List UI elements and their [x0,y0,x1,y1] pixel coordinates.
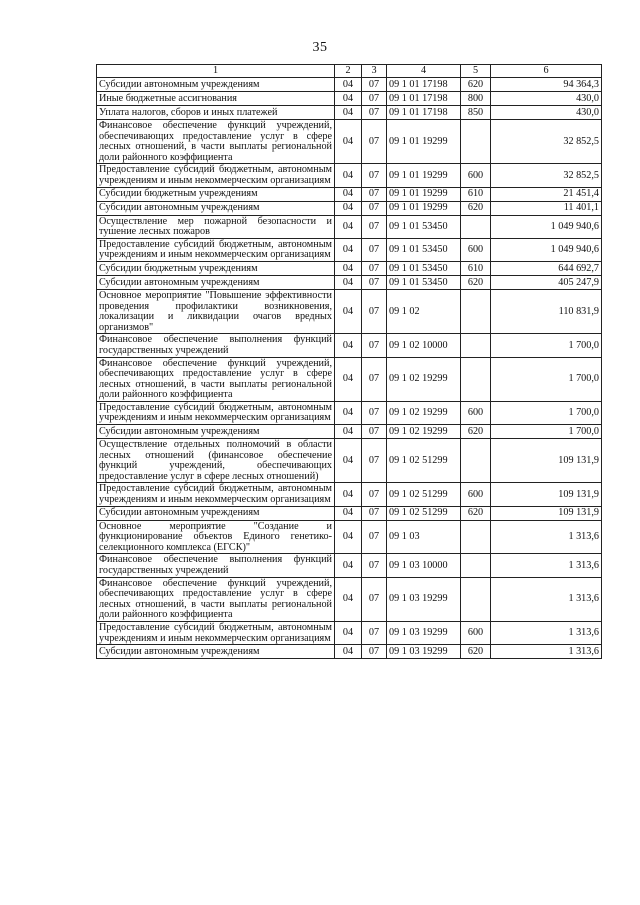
row-section-cell: 04 [335,275,362,289]
row-subsection-cell: 07 [362,645,387,659]
table-row [97,78,602,92]
row-section-cell: 04 [335,164,362,187]
row-amount-cell: 405 247,9 [491,275,602,289]
table-row [97,334,602,357]
budget-table [96,64,602,659]
row-expense-type-cell [461,554,491,577]
row-section-cell: 04 [335,401,362,424]
row-section-cell: 04 [335,621,362,644]
row-name-cell: Финансовое обеспечение функций учреждений, обеспечивающих предоставление услуг в сфере лесных отношений, в части выплаты региональной доли районного коэффициента [97,120,335,164]
row-amount-cell: 21 451,4 [491,187,602,201]
row-expense-type-cell [461,520,491,554]
row-section-cell: 04 [335,577,362,621]
row-target-article-cell: 09 1 03 19299 [387,621,461,644]
table-row [97,238,602,261]
row-amount-cell: 32 852,5 [491,164,602,187]
row-section-cell: 04 [335,261,362,275]
row-section-cell: 04 [335,554,362,577]
row-subsection-cell: 07 [362,425,387,439]
row-amount-cell: 1 313,6 [491,554,602,577]
row-section-cell: 04 [335,92,362,106]
row-section-cell: 04 [335,201,362,215]
table-row [97,554,602,577]
budget-table-body [97,65,602,659]
row-name-cell: Предоставление субсидий бюджетным, автономным учреждениям и иным некоммерческим организациям [97,238,335,261]
page-number: 35 [312,40,328,55]
row-section-cell: 04 [335,425,362,439]
row-name-cell: Уплата налогов, сборов и иных платежей [97,106,335,120]
row-subsection-cell: 07 [362,621,387,644]
row-expense-type-cell: 610 [461,261,491,275]
row-name-cell: Основное мероприятие "Повышение эффективности проведения профилактики возникновения, локализации и ликвидации очагов вредных организмов" [97,289,335,333]
header-cell-sum: 6 [491,65,602,78]
table-row [97,201,602,215]
row-section-cell: 04 [335,106,362,120]
row-subsection-cell: 07 [362,401,387,424]
row-name-cell: Субсидии автономным учреждениям [97,201,335,215]
table-row [97,621,602,644]
row-expense-type-cell: 600 [461,238,491,261]
row-expense-type-cell: 800 [461,92,491,106]
row-target-article-cell: 09 1 02 19299 [387,425,461,439]
row-section-cell: 04 [335,483,362,506]
row-expense-type-cell: 620 [461,78,491,92]
row-subsection-cell: 07 [362,554,387,577]
row-section-cell: 04 [335,645,362,659]
table-row [97,289,602,333]
row-name-cell: Основное мероприятие "Создание и функционирование объектов Единого генетико-селекционного комплекса (ЕГСК)" [97,520,335,554]
row-subsection-cell: 07 [362,238,387,261]
row-name-cell: Осуществление мер пожарной безопасности и тушение лесных пожаров [97,215,335,238]
row-expense-type-cell: 620 [461,425,491,439]
row-name-cell: Финансовое обеспечение функций учреждений, обеспечивающих предоставление услуг в сфере лесных отношений, в части выплаты региональной доли районного коэффициента [97,357,335,401]
row-subsection-cell: 07 [362,106,387,120]
row-subsection-cell: 07 [362,187,387,201]
row-subsection-cell: 07 [362,164,387,187]
table-row [97,401,602,424]
table-row [97,439,602,483]
row-subsection-cell: 07 [362,92,387,106]
row-target-article-cell: 09 1 01 53450 [387,275,461,289]
row-name-cell: Финансовое обеспечение функций учреждений, обеспечивающих предоставление услуг в сфере лесных отношений, в части выплаты региональной доли районного коэффициента [97,577,335,621]
row-expense-type-cell: 850 [461,106,491,120]
table-row [97,215,602,238]
row-target-article-cell: 09 1 02 51299 [387,439,461,483]
row-target-article-cell: 09 1 03 19299 [387,577,461,621]
row-amount-cell: 1 313,6 [491,577,602,621]
row-target-article-cell: 09 1 01 53450 [387,261,461,275]
row-amount-cell: 430,0 [491,92,602,106]
row-name-cell: Иные бюджетные ассигнования [97,92,335,106]
row-name-cell: Субсидии автономным учреждениям [97,275,335,289]
row-subsection-cell: 07 [362,78,387,92]
row-subsection-cell: 07 [362,483,387,506]
row-amount-cell: 1 049 940,6 [491,238,602,261]
row-target-article-cell: 09 1 02 [387,289,461,333]
row-target-article-cell: 09 1 03 [387,520,461,554]
row-subsection-cell: 07 [362,357,387,401]
row-subsection-cell: 07 [362,577,387,621]
row-subsection-cell: 07 [362,275,387,289]
table-row [97,425,602,439]
row-name-cell: Субсидии автономным учреждениям [97,78,335,92]
table-header-row [97,65,602,78]
header-cell-rz: 2 [335,65,362,78]
row-subsection-cell: 07 [362,334,387,357]
header-cell-name: 1 [97,65,335,78]
row-target-article-cell: 09 1 01 19299 [387,164,461,187]
table-row [97,92,602,106]
row-amount-cell: 1 700,0 [491,425,602,439]
table-row [97,645,602,659]
row-subsection-cell: 07 [362,215,387,238]
table-row [97,520,602,554]
row-amount-cell: 110 831,9 [491,289,602,333]
row-target-article-cell: 09 1 02 51299 [387,506,461,520]
table-row [97,106,602,120]
row-target-article-cell: 09 1 01 19299 [387,120,461,164]
row-name-cell: Субсидии автономным учреждениям [97,425,335,439]
row-subsection-cell: 07 [362,120,387,164]
row-amount-cell: 109 131,9 [491,439,602,483]
row-name-cell: Субсидии автономным учреждениям [97,645,335,659]
row-name-cell: Субсидии бюджетным учреждениям [97,261,335,275]
row-name-cell: Финансовое обеспечение выполнения функций государственных учреждений [97,554,335,577]
table-row [97,187,602,201]
row-amount-cell: 1 700,0 [491,401,602,424]
row-expense-type-cell [461,215,491,238]
row-target-article-cell: 09 1 02 19299 [387,401,461,424]
row-expense-type-cell [461,120,491,164]
row-name-cell: Осуществление отдельных полномочий в области лесных отношений (финансовое обеспечение функций учреждений, обеспечивающих предоставление услуг в сфере лесных отношений) [97,439,335,483]
row-target-article-cell: 09 1 02 19299 [387,357,461,401]
row-name-cell: Финансовое обеспечение выполнения функций государственных учреждений [97,334,335,357]
row-target-article-cell: 09 1 02 51299 [387,483,461,506]
row-subsection-cell: 07 [362,261,387,275]
row-name-cell: Субсидии автономным учреждениям [97,506,335,520]
row-section-cell: 04 [335,187,362,201]
row-target-article-cell: 09 1 01 53450 [387,238,461,261]
row-amount-cell: 94 364,3 [491,78,602,92]
row-subsection-cell: 07 [362,506,387,520]
row-amount-cell: 109 131,9 [491,506,602,520]
row-amount-cell: 1 700,0 [491,357,602,401]
row-amount-cell: 644 692,7 [491,261,602,275]
header-cell-pr: 3 [362,65,387,78]
row-amount-cell: 1 313,6 [491,621,602,644]
row-expense-type-cell: 620 [461,201,491,215]
row-target-article-cell: 09 1 01 17198 [387,78,461,92]
row-target-article-cell: 09 1 01 17198 [387,92,461,106]
row-expense-type-cell: 620 [461,275,491,289]
row-subsection-cell: 07 [362,201,387,215]
header-cell-vr: 5 [461,65,491,78]
row-amount-cell: 11 401,1 [491,201,602,215]
table-row [97,483,602,506]
row-section-cell: 04 [335,439,362,483]
row-target-article-cell: 09 1 01 53450 [387,215,461,238]
row-expense-type-cell: 600 [461,621,491,644]
row-expense-type-cell [461,439,491,483]
row-target-article-cell: 09 1 01 17198 [387,106,461,120]
table-row [97,275,602,289]
row-section-cell: 04 [335,238,362,261]
table-row [97,506,602,520]
row-expense-type-cell [461,577,491,621]
row-subsection-cell: 07 [362,289,387,333]
table-row [97,164,602,187]
row-name-cell: Предоставление субсидий бюджетным, автономным учреждениям и иным некоммерческим организациям [97,483,335,506]
row-target-article-cell: 09 1 02 10000 [387,334,461,357]
row-amount-cell: 1 313,6 [491,520,602,554]
row-amount-cell: 430,0 [491,106,602,120]
row-subsection-cell: 07 [362,439,387,483]
row-expense-type-cell: 600 [461,401,491,424]
row-section-cell: 04 [335,215,362,238]
row-expense-type-cell: 610 [461,187,491,201]
row-subsection-cell: 07 [362,520,387,554]
row-section-cell: 04 [335,520,362,554]
row-expense-type-cell: 620 [461,506,491,520]
row-expense-type-cell: 620 [461,645,491,659]
row-amount-cell: 32 852,5 [491,120,602,164]
row-amount-cell: 1 700,0 [491,334,602,357]
row-expense-type-cell: 600 [461,164,491,187]
row-section-cell: 04 [335,357,362,401]
row-section-cell: 04 [335,334,362,357]
row-target-article-cell: 09 1 03 10000 [387,554,461,577]
row-section-cell: 04 [335,120,362,164]
table-row [97,577,602,621]
row-expense-type-cell [461,334,491,357]
row-section-cell: 04 [335,506,362,520]
table-row [97,357,602,401]
header-cell-csr: 4 [387,65,461,78]
row-amount-cell: 109 131,9 [491,483,602,506]
row-amount-cell: 1 049 940,6 [491,215,602,238]
table-row [97,120,602,164]
row-name-cell: Предоставление субсидий бюджетным, автономным учреждениям и иным некоммерческим организациям [97,621,335,644]
row-name-cell: Субсидии бюджетным учреждениям [97,187,335,201]
table-row [97,261,602,275]
row-target-article-cell: 09 1 03 19299 [387,645,461,659]
row-expense-type-cell [461,357,491,401]
row-expense-type-cell [461,289,491,333]
row-target-article-cell: 09 1 01 19299 [387,201,461,215]
row-amount-cell: 1 313,6 [491,645,602,659]
row-name-cell: Предоставление субсидий бюджетным, автономным учреждениям и иным некоммерческим организациям [97,164,335,187]
row-expense-type-cell: 600 [461,483,491,506]
row-name-cell: Предоставление субсидий бюджетным, автономным учреждениям и иным некоммерческим организациям [97,401,335,424]
row-section-cell: 04 [335,289,362,333]
row-target-article-cell: 09 1 01 19299 [387,187,461,201]
row-section-cell: 04 [335,78,362,92]
